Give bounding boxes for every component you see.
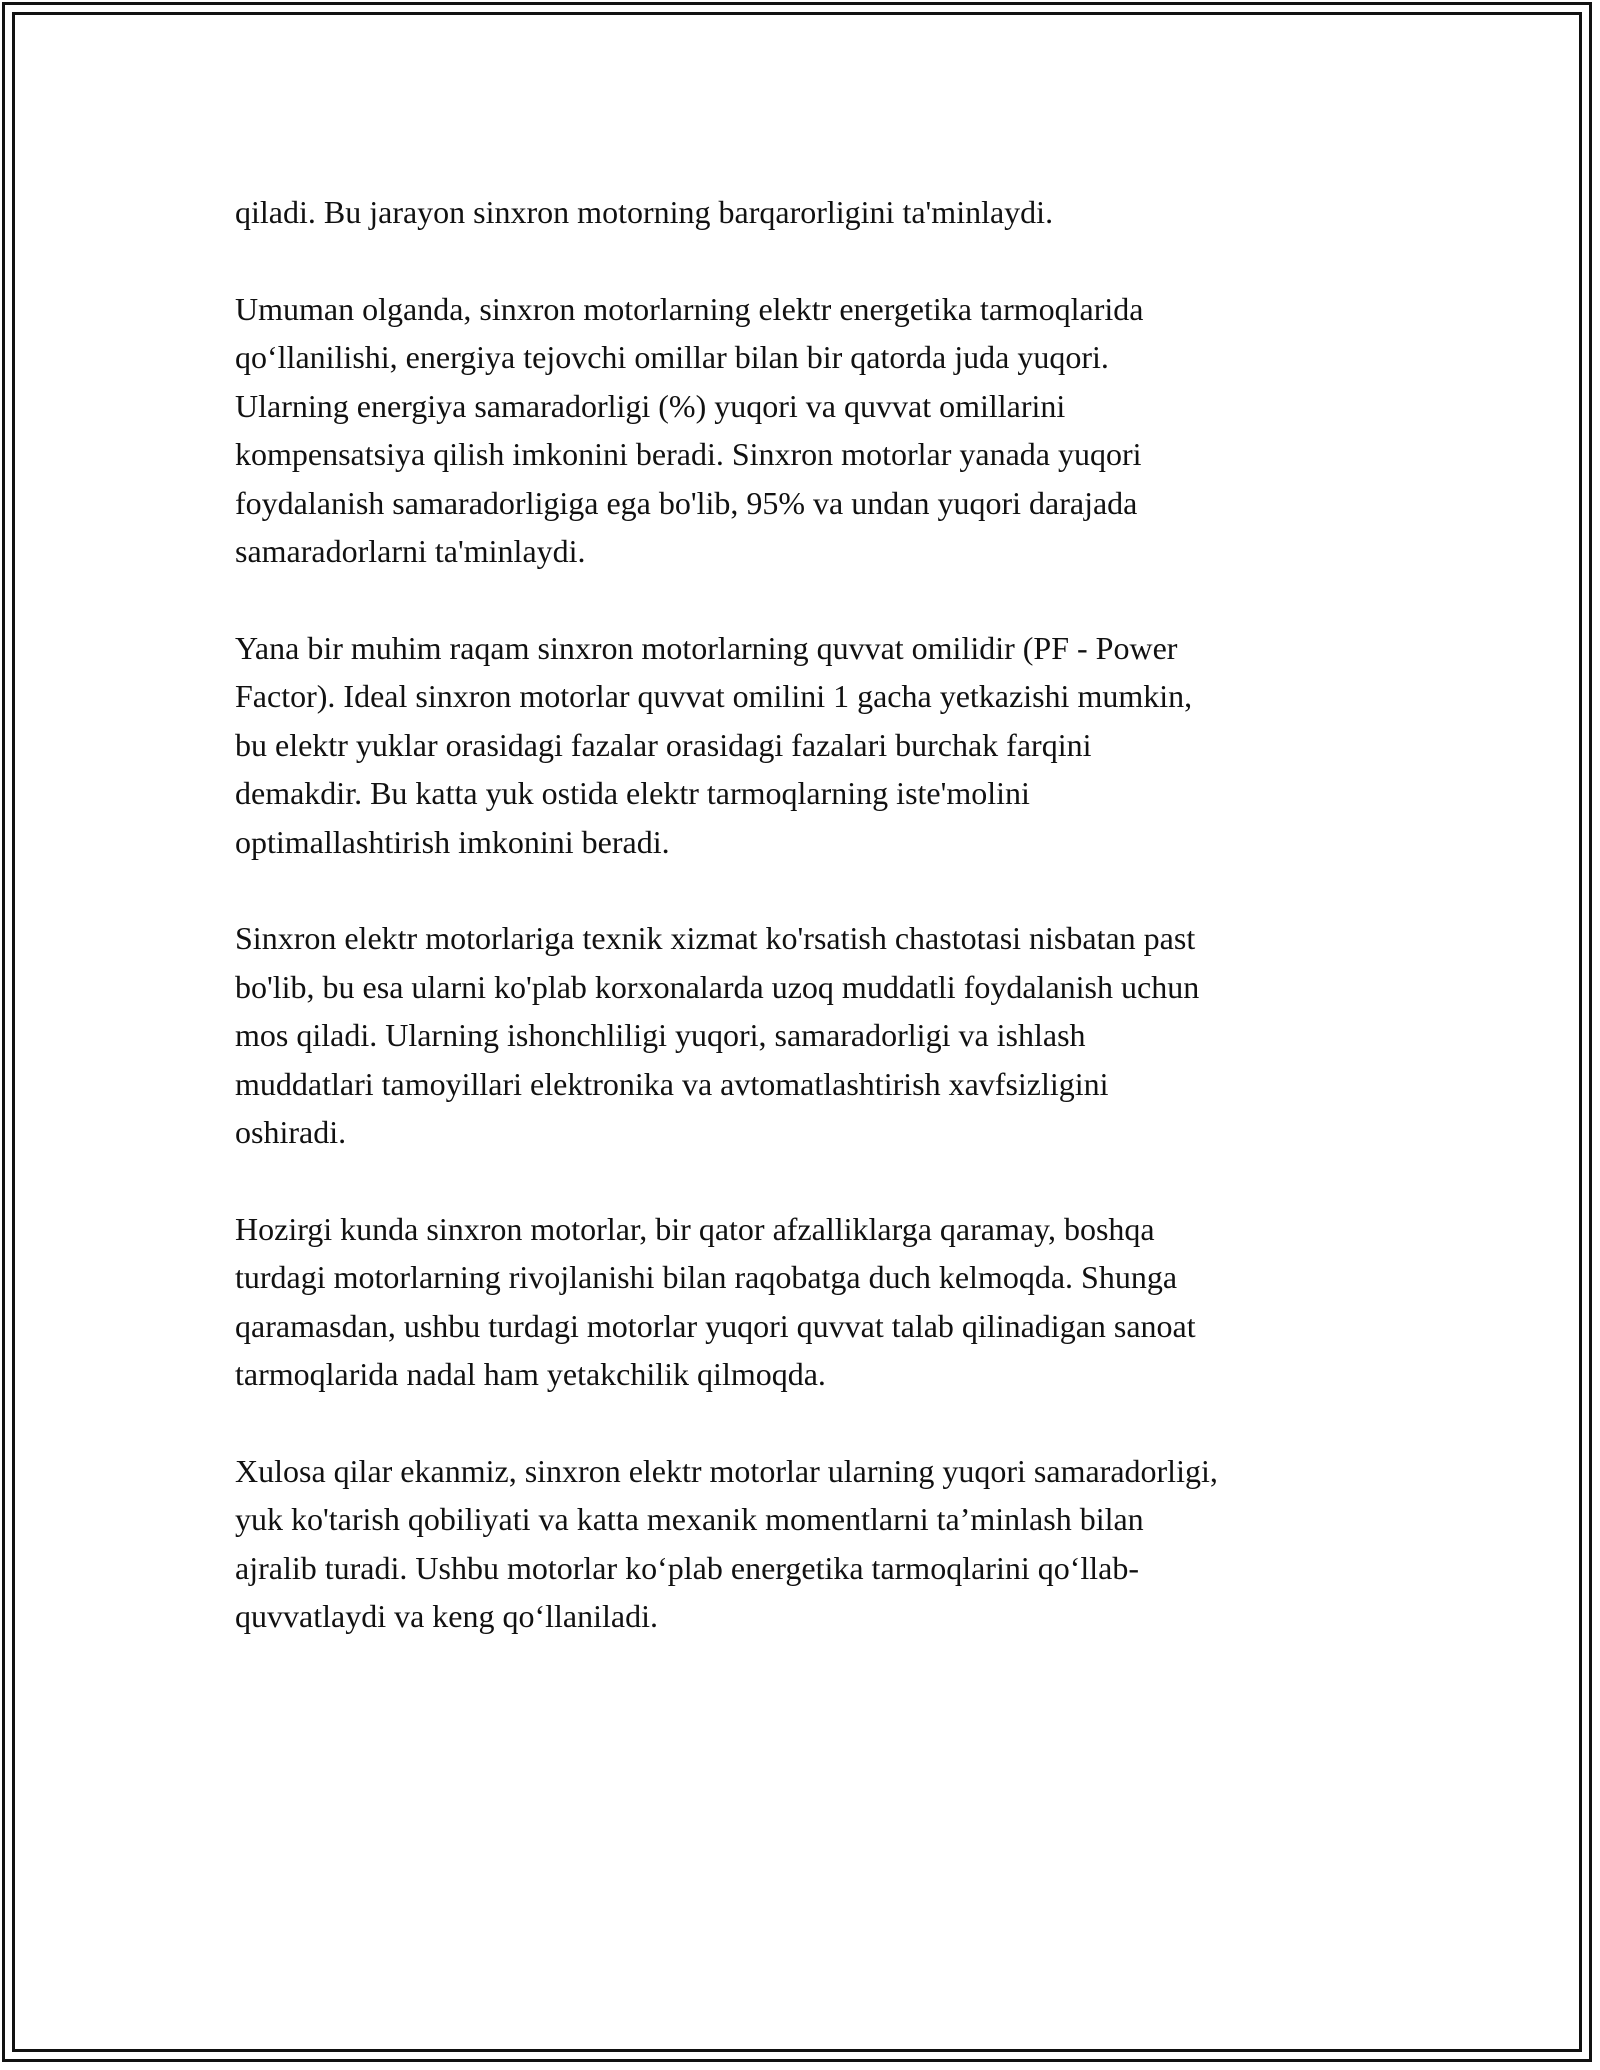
paragraph-1: qiladi. Bu jarayon sinxron motorning barqarorligini ta'minlaydi.: [235, 194, 1054, 230]
paragraph-6: Xulosa qilar ekanmiz, sinxron elektr motorlar ularning yuqori samaradorligi, yuk ko'tarish qobiliyati va katta mexanik momentlarni ta’minlash bilan ajralib turadi. Ushbu motorlar ko‘plab energetika tarmoqlarini qo‘llab- quvvatlaydi va keng qo‘llaniladi.: [235, 1452, 1218, 1634]
paragraph-2: Umuman olganda, sinxron motorlarning elektr energetika tarmoqlarida qo‘llanilishi, energiya tejovchi omillar bilan bir qatorda juda yuqori. Ularning energiya samaradorligi (%) yuqori va quvvat omillarini kompensatsiya qilish imkonini beradi. Sinxron motorlar yanada yuqori foydalanish samaradorligiga ega bo'lib, 95% va undan yuqori darajada samaradorlarni ta'minlaydi.: [235, 290, 1144, 569]
paragraph-5: Hozirgi kunda sinxron motorlar, bir qator afzalliklarga qaramay, boshqa turdagi motorlarning rivojlanishi bilan raqobatga duch kelmoqda. Shunga qaramasdan, ushbu turdagi motorlar yuqori quvvat talab qilinadigan sanoat tarmoqlarida nadal ham yetakchilik qilmoqda.: [235, 1210, 1196, 1392]
paragraph-3: Yana bir muhim raqam sinxron motorlarning quvvat omilidir (PF - Power Factor). Ideal sinxron motorlar quvvat omilini 1 gacha yetkazishi mumkin, bu elektr yuklar orasidagi fazalar orasidagi fazalari burchak farqini demakdir. Bu katta yuk ostida elektr tarmoqlarning iste'molini optimallashtirish imkonini beradi.: [235, 629, 1193, 860]
document-body: [235, 188, 1365, 1689]
paragraph-4: Sinxron elektr motorlariga texnik xizmat ko'rsatish chastotasi nisbatan past bo'lib, bu esa ularni ko'plab korxonalarda uzoq muddatli foydalanish uchun mos qiladi. Ularning ishonchliligi yuqori, samaradorligi va ishlash muddatlari tamoyillari elektronika va avtomatlashtirish xavfsizligini oshiradi.: [235, 920, 1200, 1150]
